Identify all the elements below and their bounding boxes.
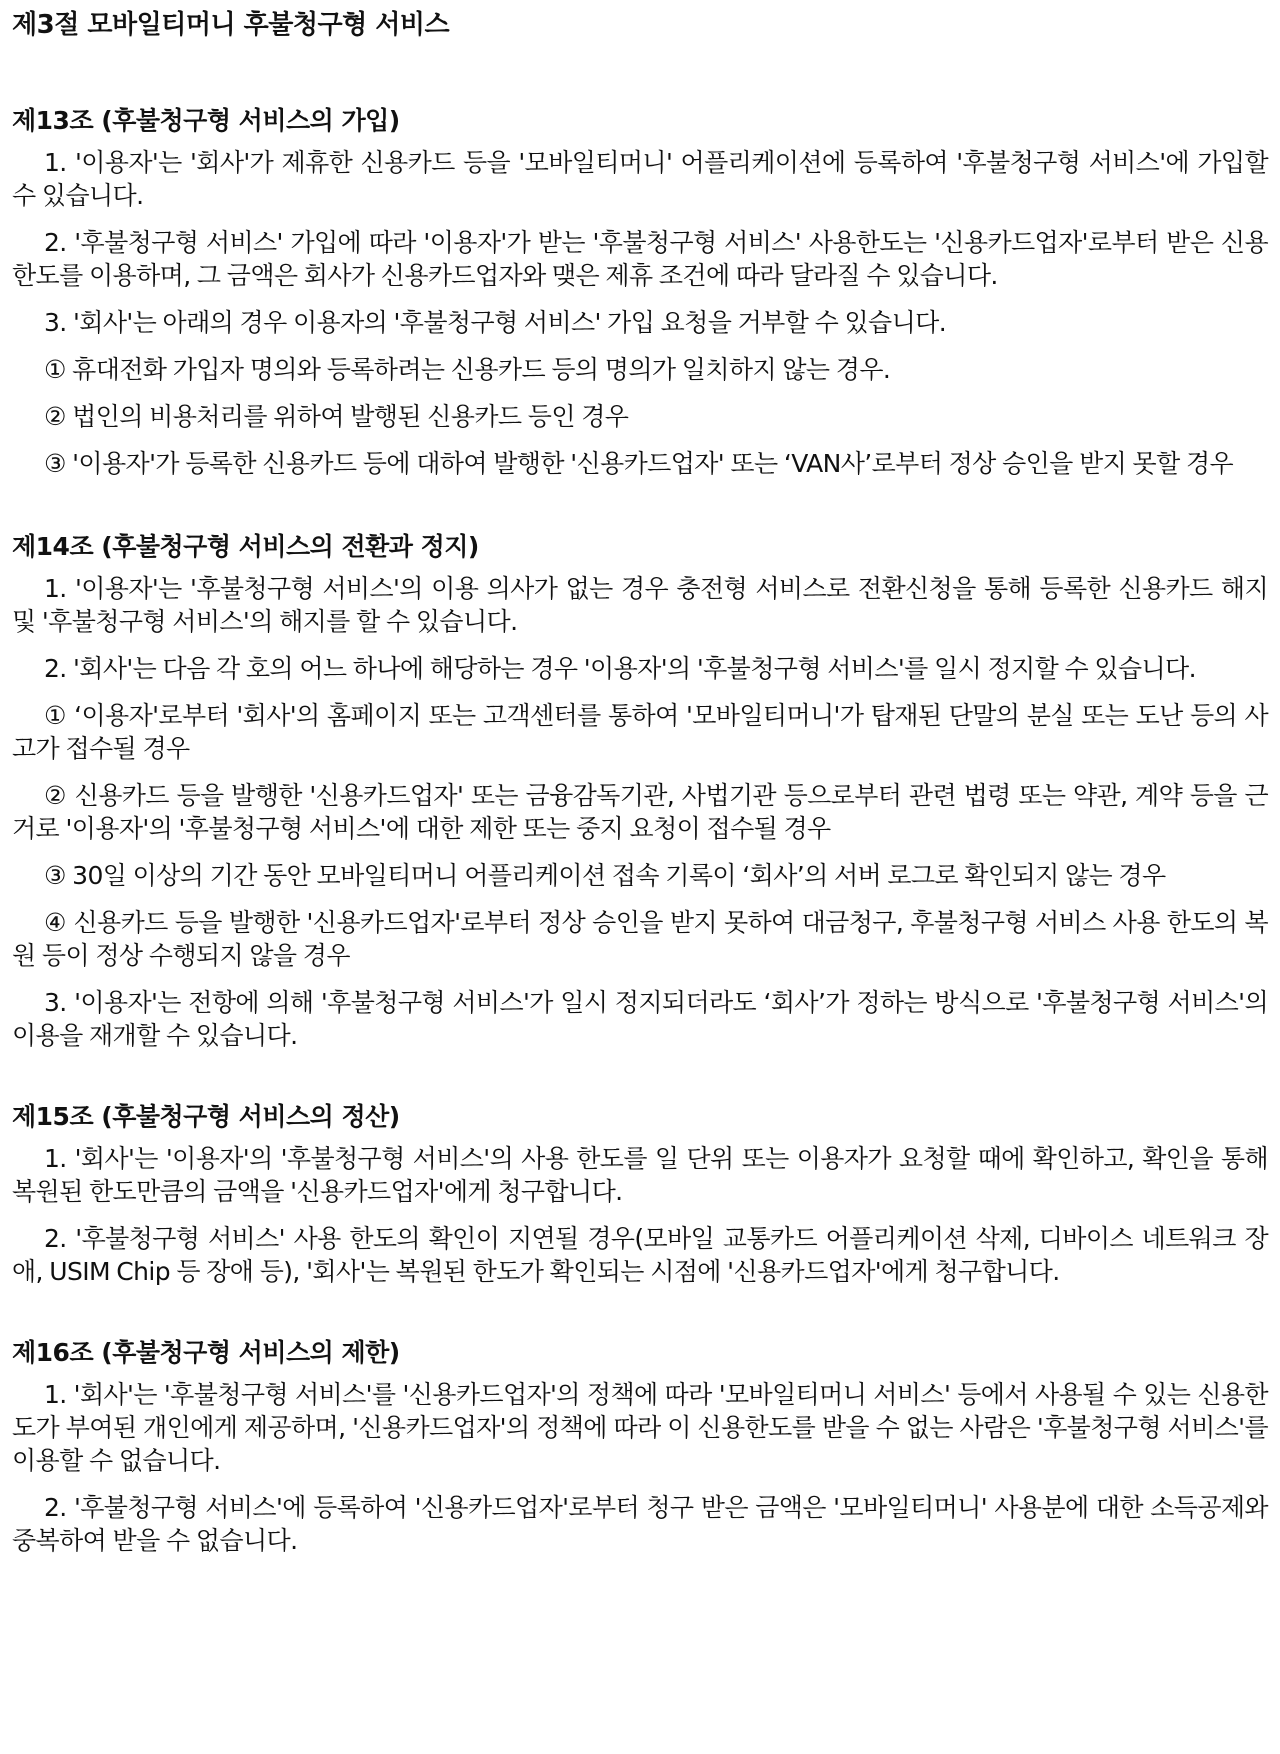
article-13-item-1: ① 휴대전화 가입자 명의와 등록하려는 신용카드 등의 명의가 일치하지 않는 경우. bbox=[44, 355, 891, 384]
article-14-clause-1: 1. '이용자'는 '후불청구형 서비스'의 이용 의사가 없는 경우 충전형 서비스로 전환신청을 통해 등록한 신용카드 해지 및 '후불청구형 서비스'의 해지를 할 수 있습니다. bbox=[12, 574, 1268, 636]
article-13-item-2: ② 법인의 비용처리를 위하여 발행된 신용카드 등인 경우 bbox=[44, 402, 629, 431]
article-16-clause-2: 2. '후불청구형 서비스'에 등록하여 '신용카드업자'로부터 청구 받은 금액은 '모바일티머니' 사용분에 대한 소득공제와 중복하여 받을 수 없습니다. bbox=[12, 1493, 1268, 1555]
article-15-clause-1: 1. '회사'는 '이용자'의 '후불청구형 서비스'의 사용 한도를 일 단위 또는 이용자가 요청할 때에 확인하고, 확인을 통해 복원된 한도만큼의 금액을 '신용카드업자'에게 청구합니다. bbox=[12, 1144, 1268, 1206]
article-13-clause-1: 1. '이용자'는 '회사'가 제휴한 신용카드 등을 '모바일티머니' 어플리케이션에 등록하여 '후불청구형 서비스'에 가입할 수 있습니다. bbox=[12, 148, 1268, 210]
article-13-title: 제13조 (후불청구형 서비스의 가입) bbox=[12, 106, 400, 135]
article-15-title: 제15조 (후불청구형 서비스의 정산) bbox=[12, 1102, 400, 1131]
article-16-title: 제16조 (후불청구형 서비스의 제한) bbox=[12, 1338, 400, 1367]
article-14 bbox=[12, 530, 1268, 1052]
article-13-clause-3: 3. '회사'는 아래의 경우 이용자의 '후불청구형 서비스' 가입 요청을 거부할 수 있습니다. bbox=[44, 308, 947, 337]
article-13-item-3: ③ '이용자'가 등록한 신용카드 등에 대하여 발행한 '신용카드업자' 또는 ‘VAN사’로부터 정상 승인을 받지 못할 경우 bbox=[44, 449, 1234, 478]
article-16 bbox=[12, 1336, 1268, 1557]
article-15-clause-2: 2. '후불청구형 서비스' 사용 한도의 확인이 지연될 경우(모바일 교통카드 어플리케이션 삭제, 디바이스 네트워크 장애, USIM Chip 등 장애 등), '회사'는 복원된 한도가 확인되는 시점에 '신용카드업자'에게 청구합니다. bbox=[12, 1224, 1268, 1286]
article-13-clause-2: 2. '후불청구형 서비스' 가입에 따라 '이용자'가 받는 '후불청구형 서비스' 사용한도는 '신용카드업자'로부터 받은 신용한도를 이용하며, 그 금액은 회사가 신용카드업자와 맺은 제휴 조건에 따라 달라질 수 있습니다. bbox=[12, 228, 1268, 290]
article-13 bbox=[12, 104, 1268, 480]
article-14-item-2: ② 신용카드 등을 발행한 '신용카드업자' 또는 금융감독기관, 사법기관 등으로부터 관련 법령 또는 약관, 계약 등을 근거로 '이용자'의 '후불청구형 서비스'에 대한 제한 또는 중지 요청이 접수될 경우 bbox=[12, 781, 1268, 843]
article-14-item-3: ③ 30일 이상의 기간 동안 모바일티머니 어플리케이션 접속 기록이 ‘회사’의 서버 로그로 확인되지 않는 경우 bbox=[44, 861, 1166, 890]
article-14-clause-3: 3. '이용자'는 전항에 의해 '후불청구형 서비스'가 일시 정지되더라도 ‘회사’가 정하는 방식으로 '후불청구형 서비스'의 이용을 재개할 수 있습니다. bbox=[12, 988, 1268, 1050]
article-16-clause-1: 1. '회사'는 '후불청구형 서비스'를 '신용카드업자'의 정책에 따라 '모바일티머니 서비스' 등에서 사용될 수 있는 신용한도가 부여된 개인에게 제공하며, '신용카드업자'의 정책에 따라 이 신용한도를 받을 수 없는 사람은 '후불청구형 서비스'를 이용할 수 없습니다. bbox=[12, 1380, 1268, 1475]
article-14-title: 제14조 (후불청구형 서비스의 전환과 정지) bbox=[12, 532, 479, 561]
section-title: 제3절 모바일티머니 후불청구형 서비스 bbox=[12, 10, 450, 40]
article-15 bbox=[12, 1100, 1268, 1288]
article-14-item-4: ④ 신용카드 등을 발행한 '신용카드업자'로부터 정상 승인을 받지 못하여 대금청구, 후불청구형 서비스 사용 한도의 복원 등이 정상 수행되지 않을 경우 bbox=[12, 908, 1268, 970]
article-14-clause-2: 2. '회사'는 다음 각 호의 어느 하나에 해당하는 경우 '이용자'의 '후불청구형 서비스'를 일시 정지할 수 있습니다. bbox=[44, 654, 1196, 683]
article-14-item-1: ① ‘이용자'로부터 '회사'의 홈페이지 또는 고객센터를 통하여 '모바일티머니'가 탑재된 단말의 분실 또는 도난 등의 사고가 접수될 경우 bbox=[12, 701, 1268, 763]
